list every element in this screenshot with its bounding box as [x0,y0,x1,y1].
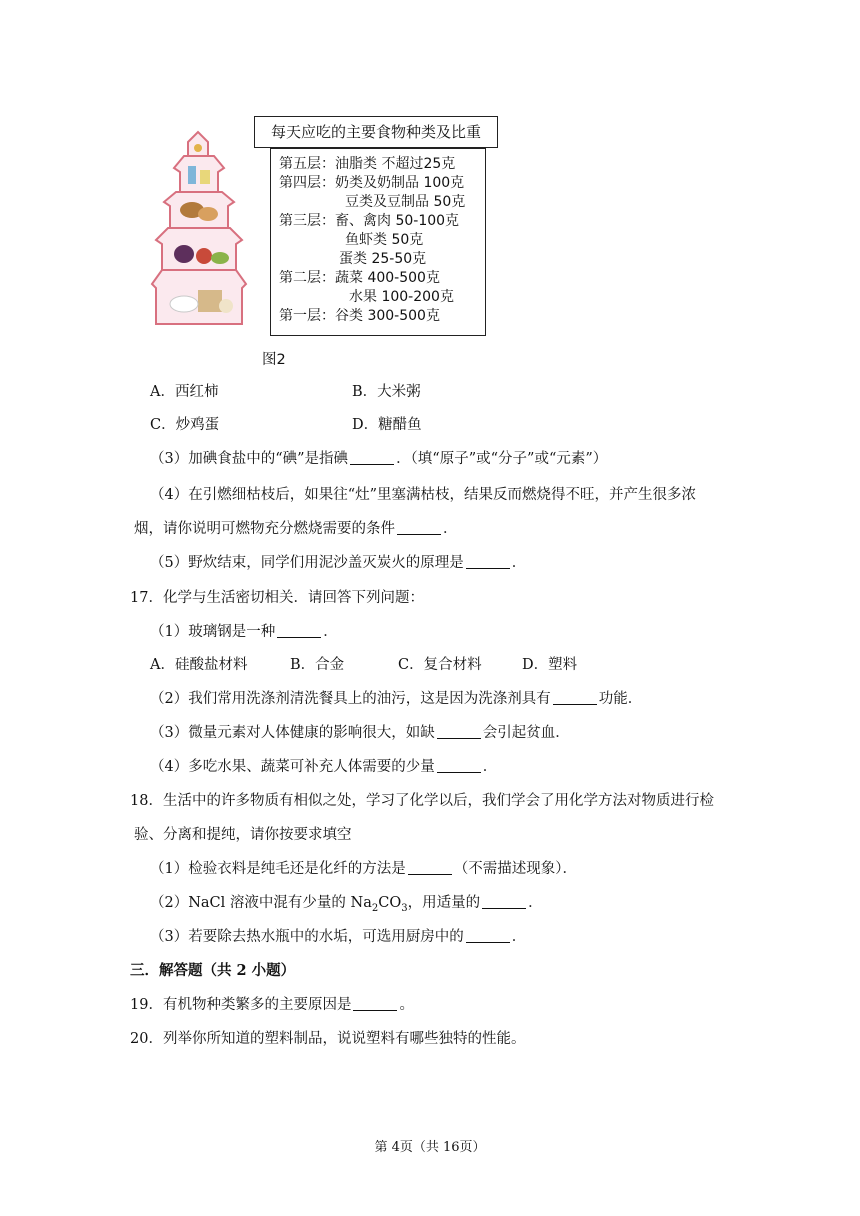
answer-blank[interactable] [437,724,481,739]
q18-part2: （2）NaCl 溶液中混有少量的 $Na_2CO_3$，用适量的 ． [150,895,543,914]
q16-part3: （3）加碘食盐中的“碘”是指碘 ．（填“原子”或“分子”或“元素”） [150,451,608,467]
q17-option-b: B．合金 [290,657,345,673]
q17-part4: （4）多吃水果、蔬菜可补充人体需要的少量 ． [150,759,498,775]
q16-option-a: A．西红柿 [150,384,219,400]
answer-blank[interactable] [466,554,510,569]
q18-stem-line1: 18．生活中的许多物质有相似之处，学习了化学以后，我们学会了用化学方法对物质进行检 [130,793,714,809]
q16-option-c: C．炒鸡蛋 [150,417,220,433]
answer-blank[interactable] [277,623,321,638]
q18-part1: （1）检验衣料是纯毛还是化纤的方法是 （不需描述现象）． [150,861,577,877]
q16-option-b: B．大米粥 [352,384,421,400]
figure-title: 每天应吃的主要食物种类及比重 [254,116,498,148]
figure-row: 第五层：油脂类 不超过25克 [279,156,456,172]
figure-row: 第四层：奶类及奶制品 100克 [279,175,465,191]
q20: 20．列举你所知道的塑料制品，说说塑料有哪些独特的性能。 [130,1031,526,1047]
answer-blank[interactable] [397,520,441,535]
q17-part3: （3）微量元素对人体健康的影响很大，如缺 会引起贫血． [150,725,570,741]
answer-blank[interactable] [350,450,394,465]
figure-row: 第一层：谷类 300-500克 [279,308,440,324]
q17-stem: 17．化学与生活密切相关．请回答下列问题： [130,590,424,606]
section-heading: 三．解答题（共 2 小题） [130,962,296,979]
q17-part1: （1）玻璃钢是一种 ． [150,624,338,640]
page-footer: 第 4页（共 16页） [374,1140,486,1155]
figure-row: 第三层：畜、禽肉 50-100克 [279,213,460,229]
q17-part2: （2）我们常用洗涤剂清洗餐具上的油污，这是因为洗涤剂具有 功能． [150,691,643,707]
answer-blank[interactable] [466,928,510,943]
q19: 19．有机物种类繁多的主要原因是 。 [130,997,414,1013]
figure-row: 第二层：蔬菜 400-500克 [279,270,440,286]
answer-blank[interactable] [353,996,397,1011]
q17-option-d: D．塑料 [522,657,578,673]
q17-option-c: C．复合材料 [398,657,482,673]
answer-blank[interactable] [482,894,526,909]
food-pyramid-illustration [148,128,250,328]
figure-row: 水果 100-200克 [349,289,454,305]
q18-part3: （3）若要除去热水瓶中的水垢，可选用厨房中的 ． [150,929,527,945]
answer-blank[interactable] [553,690,597,705]
answer-blank[interactable] [408,860,452,875]
q18-stem-line2: 验、分离和提纯，请你按要求填空 [134,827,352,843]
figure-table [270,148,486,336]
figure-row: 豆类及豆制品 50克 [345,194,466,210]
q17-option-a: A．硅酸盐材料 [150,657,248,673]
answer-blank[interactable] [437,758,481,773]
q16-part5: （5）野炊结束，同学们用泥沙盖灭炭火的原理是 ． [150,555,527,571]
q16-option-d: D．糖醋鱼 [352,417,422,433]
q16-part4-line1: （4）在引燃细枯枝后，如果往“灶”里塞满枯枝，结果反而燃烧得不旺，并产生很多浓 [150,487,697,503]
figure-row: 蛋类 25-50克 [339,251,427,267]
figure-row: 鱼虾类 50克 [345,232,424,248]
figure-caption: 图2 [262,352,286,368]
q16-part4-line2: 烟，请你说明可燃物充分燃烧需要的条件 ． [134,521,458,537]
